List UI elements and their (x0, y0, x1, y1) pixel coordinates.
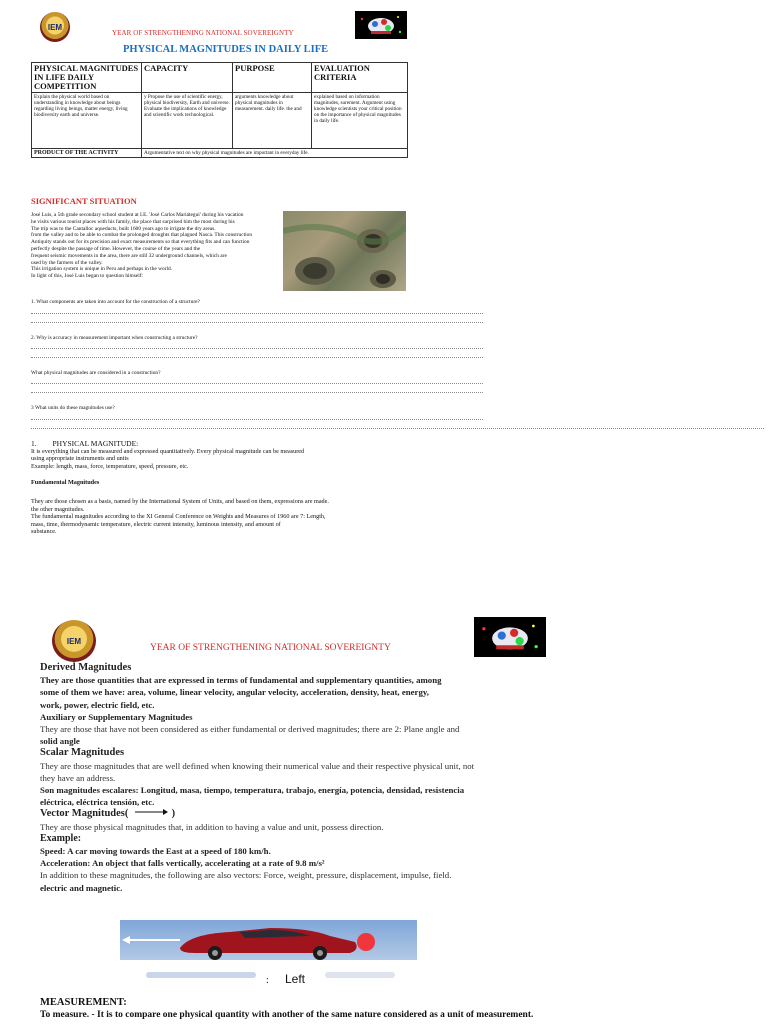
answer-line[interactable] (31, 383, 483, 384)
magnitudes-content (40, 662, 540, 894)
left-label: Left (285, 972, 306, 986)
situation-text (31, 212, 321, 280)
text-line: They are those chosen as a basis, named by the International System of Units, and based on them, expressions are made. (31, 497, 329, 505)
table-header-criteria: EVALUATION CRITERIA (312, 63, 408, 93)
answer-line[interactable] (31, 392, 483, 393)
text-line: he visits various tourist places with his family, the place that surprised him the most during his (31, 218, 235, 225)
significant-situation-heading: SIGNIFICANT SITUATION (31, 196, 137, 206)
school-logo: IEM (40, 12, 70, 42)
example-heading: Example: (40, 832, 82, 844)
colon-mark: : (266, 975, 269, 986)
table-cell: y Propose the use of scientific energy, physical biodiversity, Earth and universe. Evaluate the implications of knowledge and scientific work technological. (142, 93, 233, 149)
text-line: José Luis, a 5th grade secondary school student at I.E. 'José Carlos Mariátegui' during his vacation (31, 212, 244, 218)
vector-heading-close: ) (171, 808, 176, 820)
table-cell: arguments knowledge about physical magnitudes in measurement. daily life. the and (233, 93, 312, 149)
answer-line[interactable] (31, 419, 483, 420)
text-line: They are those that have not been considered as either fundamental or derived magnitudes; there are 2: Plane angle and (40, 724, 460, 735)
badge-emblem-icon (477, 619, 543, 655)
text-line: used by the farmers of the valley. (31, 259, 103, 266)
institution-badge (474, 617, 546, 657)
text-line: Speed: A car moving towards the East at a speed of 180 km/h. (40, 846, 271, 857)
measurement-heading: MEASUREMENT: (40, 997, 127, 1008)
text-line: Example: length, mass, force, temperature, speed, pressure, etc. (31, 462, 189, 470)
text-line: In addition to these magnitudes, the following are also vectors: Force, weight, pressure, displacement, impulse, field. (40, 870, 452, 881)
text-line: Antiquity stands out for its precision and exact measurements so that everything fits and can function (31, 239, 250, 246)
section-number: 1. (31, 439, 37, 448)
direction-label-row (140, 968, 400, 988)
text-line: They are those physical magnitudes that, in addition to having a value and unit, possess direction. (40, 821, 384, 832)
vector-heading-row (40, 808, 540, 820)
year-banner: YEAR OF STRENGTHENING NATIONAL SOVEREIGNTY (112, 29, 294, 37)
table-header-purpose: PURPOSE (233, 63, 312, 93)
table-header-competition: PHYSICAL MAGNITUDES IN LIFE DAILY COMPETITION (32, 63, 142, 93)
text-line: Acceleration: An object that falls vertically, accelerating at a rate of 9.8 m/s² (40, 858, 325, 869)
answer-line[interactable] (31, 357, 483, 358)
text-line: some of them we have: area, volume, linear velocity, angular velocity, acceleration, density, heat, energy, (40, 687, 429, 698)
vector-heading: Vector Magnitudes( (40, 808, 129, 820)
answer-line[interactable] (31, 313, 483, 314)
text-line: perfectly despite the passage of time. However, the course of the years and the (31, 245, 201, 252)
page-title: PHYSICAL MAGNITUDES IN DAILY LIFE (123, 44, 329, 55)
question-4: 3 What units do these magnitudes use? (31, 405, 115, 411)
table-header-capacity: CAPACITY (142, 63, 233, 93)
aqueduct-photo (283, 211, 406, 291)
text-line: The fundamental magnitudes according to the XI General Conference on Weights and Measures of 1960 are 7: Length, (31, 513, 326, 521)
text-line: frequent seismic movements in the area, there are still 32 underground channels, which are (31, 252, 227, 259)
text-line: from the valley and to be able to combat the prolonged droughts that plagued Nasca. This construction (31, 232, 253, 239)
text-line: electric and magnetic. (40, 882, 123, 893)
product-label: PRODUCT OF THE ACTIVITY (32, 149, 142, 158)
badge-emblem-icon (357, 13, 405, 37)
answer-line[interactable] (31, 428, 764, 429)
text-line: They are those magnitudes that are well defined when knowing their numerical value and their respective physical unit, not (40, 760, 475, 771)
vector-arrow-icon (131, 808, 169, 816)
product-text: Argumentative text on why physical magnitudes are important in everyday life. (142, 149, 408, 158)
table-cell: explained based on information magnitudes, surement. Argument using knowledge scientists your critical position on the importance of physical magnitudes in daily life. (312, 93, 408, 149)
auxiliary-heading: Auxiliary or Supplementary Magnitudes (40, 711, 193, 722)
scalar-heading: Scalar Magnitudes (40, 747, 125, 759)
text-line: In light of this, José Luis began to question himself: (31, 273, 143, 280)
text-line: substance. (31, 528, 57, 536)
derived-heading: Derived Magnitudes (40, 662, 132, 673)
text-line: The trip was to the Cantalloc aqueducts, built 1600 years ago to irrigate the dry areas. (31, 225, 216, 232)
text-line: It is everything that can be measured and expressed quantitatively. Every physical magnitude can be measured (31, 447, 305, 455)
text-line: the other magnitudes. (31, 505, 85, 513)
question-3: What physical magnitudes are considered in a construction? (31, 370, 161, 376)
text-line: solid angle (40, 736, 80, 747)
car-illustration (120, 920, 417, 960)
section-heading: PHYSICAL MAGNITUDE: (52, 439, 139, 448)
blurred-label-shape (146, 972, 256, 978)
text-line: They are those quantities that are expressed in terms of fundamental and supplementary quantities, among (40, 675, 442, 686)
institution-badge (355, 11, 407, 39)
physical-magnitude-section (31, 440, 411, 536)
blurred-label-shape (325, 972, 395, 978)
text-line: work, power, electric field, etc. (40, 699, 155, 710)
year-banner: YEAR OF STRENGTHENING NATIONAL SOVEREIGNTY (150, 643, 391, 653)
text-line: This irrigation system is unique in Peru and perhaps in the world. (31, 266, 173, 273)
text-line: eléctrica, eléctrica tensión, etc. (40, 797, 155, 808)
text-line: mass, time, thermodynamic temperature, electric current intensity, luminous intensity, and amount of (31, 520, 281, 528)
text-line: using appropriate instruments and units (31, 455, 129, 463)
competency-table (31, 62, 408, 158)
school-logo: IEM (52, 620, 96, 662)
measurement-definition: To measure. - It is to compare one physical quantity with another of the same nature considered as a unit of measurement. (40, 1010, 534, 1020)
answer-line[interactable] (31, 322, 483, 323)
text-line: they have an address. (40, 772, 116, 783)
answer-line[interactable] (31, 348, 483, 349)
question-2: 2. Why is accuracy in measurement important when constructing a structure? (31, 335, 198, 341)
text-line: Son magnitudes escalares: Longitud, masa, tiempo, temperatura, trabajo, energía, potencia, densidad, resistencia (40, 785, 465, 796)
fundamental-heading: Fundamental Magnitudes (31, 479, 100, 487)
question-1: 1. What components are taken into account for the construction of a structure? (31, 299, 200, 305)
table-cell: Explain the physical world based on understanding in knowledge about beings regarding living beings, matter energy, living biodiversity earth and universe. (32, 93, 142, 149)
